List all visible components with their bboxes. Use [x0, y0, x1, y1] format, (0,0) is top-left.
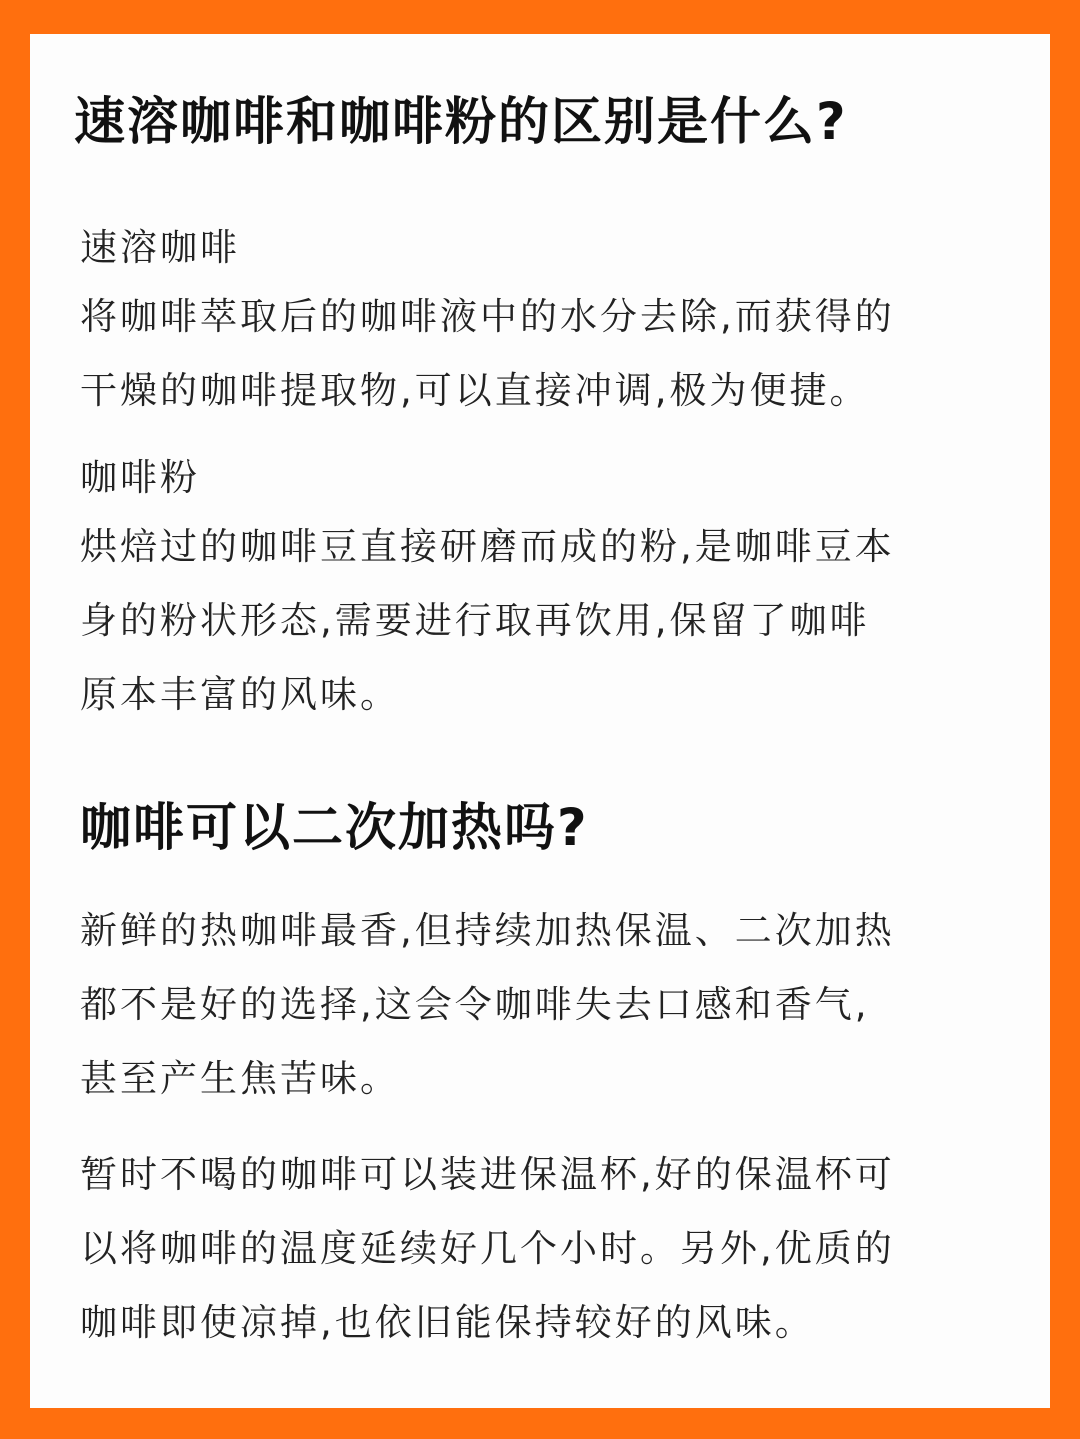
text-line: 以将咖啡的温度延续好几个小时。另外,优质的: [80, 1227, 895, 1270]
subheading-instant-coffee: 速溶咖啡: [80, 226, 240, 269]
text-line: 甚至产生焦苦味。: [80, 1057, 400, 1100]
paragraph-ground-coffee: [80, 510, 1020, 732]
text-line: 将咖啡萃取后的咖啡液中的水分去除,而获得的: [80, 295, 895, 338]
text-line: 都不是好的选择,这会令咖啡失去口感和香气,: [80, 983, 870, 1026]
paragraph-thermos-tip: [80, 1138, 1020, 1360]
section-title-instant-vs-ground: 速溶咖啡和咖啡粉的区别是什么?: [74, 93, 848, 152]
paragraph-reheat-effects: [80, 894, 1020, 1116]
text-line: 原本丰富的风味。: [80, 673, 400, 716]
text-line: 身的粉状形态,需要进行取再饮用,保留了咖啡: [80, 599, 870, 642]
text-line: 干燥的咖啡提取物,可以直接冲调,极为便捷。: [80, 369, 870, 412]
section-title-reheat: 咖啡可以二次加热吗?: [80, 799, 589, 858]
paragraph-instant-coffee: [80, 280, 1020, 428]
text-line: 烘焙过的咖啡豆直接研磨而成的粉,是咖啡豆本: [80, 525, 895, 568]
content-card: [30, 34, 1050, 1408]
text-line: 暂时不喝的咖啡可以装进保温杯,好的保温杯可: [80, 1153, 895, 1196]
text-line: 咖啡即使凉掉,也依旧能保持较好的风味。: [80, 1301, 815, 1344]
text-line: 新鲜的热咖啡最香,但持续加热保温、二次加热: [80, 909, 895, 952]
subheading-ground-coffee: 咖啡粉: [80, 456, 200, 499]
